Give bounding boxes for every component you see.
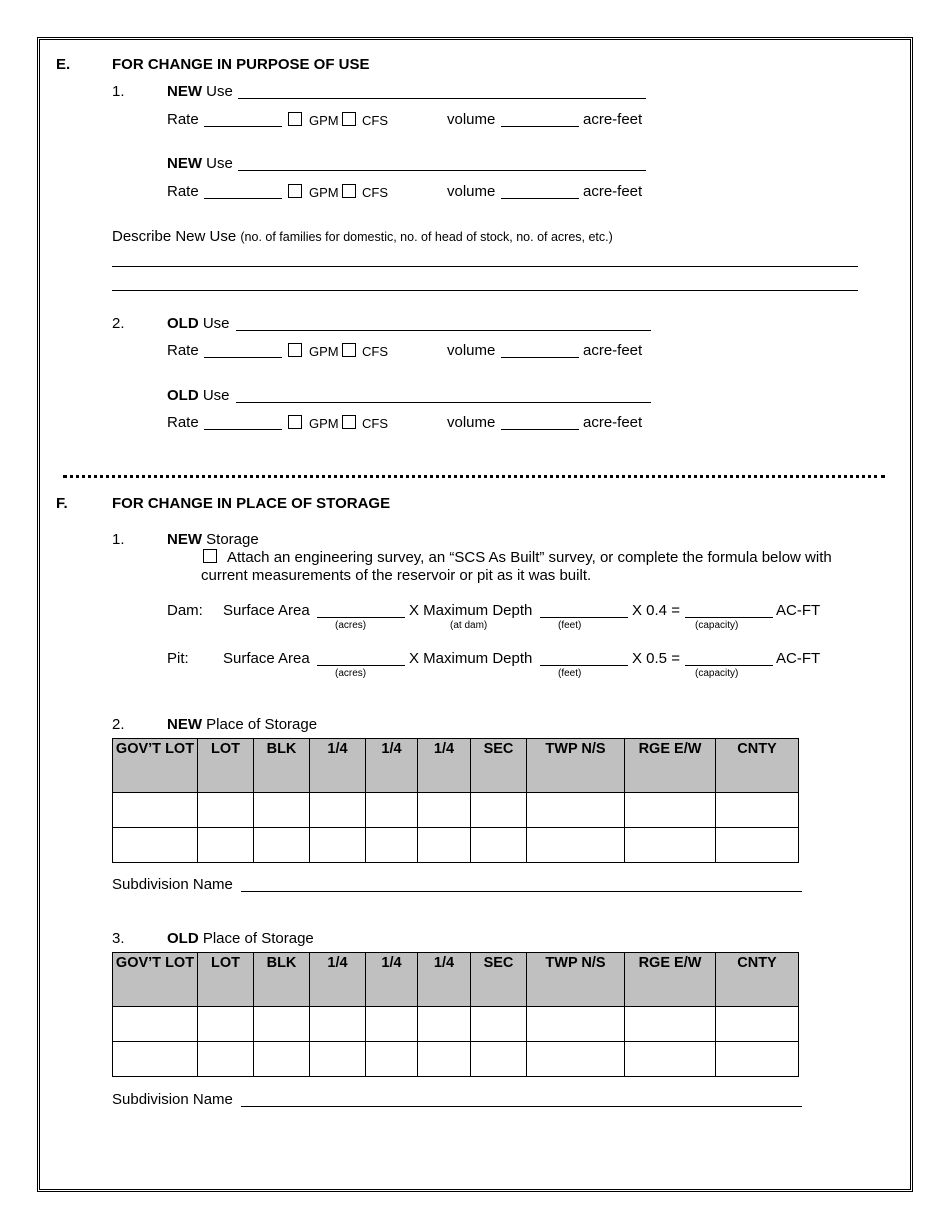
rate-label-1: Rate [167,111,199,128]
describe-field-line-1[interactable] [112,266,858,267]
section-divider [63,475,885,478]
header-sec: SEC [471,739,527,793]
gpm-checkbox-2[interactable] [288,184,302,198]
new-use-field-1[interactable] [238,98,646,99]
item-f2-number: 2. [112,716,125,733]
header-cnty: CNTY [716,953,799,1007]
table-cell[interactable] [716,1007,799,1042]
new-use-label-1: NEW Use [167,83,233,100]
header-blk: BLK [254,953,310,1007]
table-cell[interactable] [716,1042,799,1077]
table-cell[interactable] [113,1007,198,1042]
rate-label-3: Rate [167,342,199,359]
rate-label-4: Rate [167,414,199,431]
table-cell[interactable] [366,828,418,863]
table-cell[interactable] [366,793,418,828]
header-blk: BLK [254,739,310,793]
table-row [113,828,799,863]
gpm-label-2: GPM [309,185,339,200]
header-quarter-1: 1/4 [310,739,366,793]
table-cell[interactable] [471,1007,527,1042]
header-cnty: CNTY [716,739,799,793]
header-quarter-2: 1/4 [366,953,418,1007]
gpm-checkbox-3[interactable] [288,343,302,357]
old-use-label-2: OLD Use [167,387,230,404]
table-cell[interactable] [527,1042,625,1077]
table-cell[interactable] [418,793,471,828]
table-cell[interactable] [254,828,310,863]
acre-feet-label-3: acre-feet [583,342,643,359]
header-quarter-3: 1/4 [418,953,471,1007]
table-cell[interactable] [418,1042,471,1077]
new-storage-label: NEW Storage [167,531,259,548]
cfs-label-2: CFS [362,185,388,200]
cfs-checkbox-2[interactable] [342,184,356,198]
header-rge: RGE E/W [625,953,716,1007]
table-cell[interactable] [310,828,366,863]
cfs-checkbox-3[interactable] [342,343,356,357]
volume-field-3[interactable] [501,357,579,358]
acre-feet-label-2: acre-feet [583,183,643,200]
table-row [113,793,799,828]
table-row [113,1007,799,1042]
table-cell[interactable] [625,1007,716,1042]
rate-field-1[interactable] [204,126,282,127]
dam-label: Dam: [167,602,203,619]
rate-field-4[interactable] [204,429,282,430]
dam-capacity-field[interactable] [685,617,773,618]
dam-acres-note: (acres) [335,620,367,631]
old-use-field-1[interactable] [236,330,651,331]
pit-acft-label: AC-FT [776,650,821,667]
header-sec: SEC [471,953,527,1007]
cfs-label-4: CFS [362,416,388,431]
attach-survey-text-1: Attach an engineering survey, an “SCS As Built” survey, or complete the formula below with [227,549,832,566]
pit-factor-label: X 0.5 = [632,650,680,667]
item-f1-number: 1. [112,531,125,548]
describe-field-line-2[interactable] [112,290,858,291]
dam-acft-label: AC-FT [776,602,821,619]
table-cell[interactable] [198,1007,254,1042]
old-use-field-2[interactable] [236,402,651,403]
old-subdivision-name-field[interactable] [241,1106,802,1107]
table-cell[interactable] [113,1042,198,1077]
table-cell[interactable] [527,793,625,828]
table-cell[interactable] [198,828,254,863]
header-quarter-3: 1/4 [418,739,471,793]
pit-label: Pit: [167,650,189,667]
old-use-label-1: OLD Use [167,315,230,332]
section-e-title: FOR CHANGE IN PURPOSE OF USE [112,56,370,73]
header-quarter-2: 1/4 [366,739,418,793]
volume-label-2: volume [447,183,496,200]
new-use-field-2[interactable] [238,170,646,171]
table-cell[interactable] [198,793,254,828]
volume-field-1[interactable] [501,126,579,127]
header-twp: TWP N/S [527,953,625,1007]
pit-feet-note: (feet) [558,668,582,679]
gpm-checkbox-4[interactable] [288,415,302,429]
acre-feet-label-4: acre-feet [583,414,643,431]
dam-surface-area-label: Surface Area [223,602,310,619]
table-cell[interactable] [716,793,799,828]
gpm-label-3: GPM [309,344,339,359]
rate-field-3[interactable] [204,357,282,358]
item-e2-number: 2. [112,315,125,332]
table-cell[interactable] [310,1007,366,1042]
table-cell[interactable] [310,793,366,828]
cfs-checkbox-4[interactable] [342,415,356,429]
dam-at-dam-note: (at dam) [450,620,488,631]
pit-acres-note: (acres) [335,668,367,679]
table-cell[interactable] [254,793,310,828]
old-place-of-storage-label: OLD Place of Storage [167,930,314,947]
new-subdivision-name-label: Subdivision Name [112,876,233,893]
item-f3-number: 3. [112,930,125,947]
table-cell[interactable] [625,828,716,863]
new-place-of-storage-label: NEW Place of Storage [167,716,318,733]
new-subdivision-name-field[interactable] [241,891,802,892]
table-cell[interactable] [716,828,799,863]
section-e-letter: E. [56,56,71,73]
table-cell[interactable] [625,793,716,828]
table-cell[interactable] [366,1042,418,1077]
rate-label-2: Rate [167,183,199,200]
pit-surface-area-field[interactable] [317,665,405,666]
table-cell[interactable] [418,1007,471,1042]
table-cell[interactable] [418,828,471,863]
gpm-label-4: GPM [309,416,339,431]
section-f-title: FOR CHANGE IN PLACE OF STORAGE [112,495,391,512]
table-cell[interactable] [254,1007,310,1042]
volume-label-1: volume [447,111,496,128]
cfs-label-1: CFS [362,113,388,128]
gpm-label-1: GPM [309,113,339,128]
cfs-label-3: CFS [362,344,388,359]
table-cell[interactable] [310,1042,366,1077]
dam-max-depth-label: X Maximum Depth [409,602,533,619]
header-govt-lot: GOV’T LOT [113,739,198,793]
header-lot: LOT [198,739,254,793]
pit-capacity-note: (capacity) [695,668,739,679]
table-cell[interactable] [527,828,625,863]
table-cell[interactable] [625,1042,716,1077]
old-subdivision-name-label: Subdivision Name [112,1091,233,1108]
new-use-label-2: NEW Use [167,155,233,172]
pit-surface-area-label: Surface Area [223,650,310,667]
old-place-of-storage-table [112,952,799,1077]
dam-max-depth-field[interactable] [540,617,628,618]
table-cell[interactable] [198,1042,254,1077]
table-cell[interactable] [471,1042,527,1077]
pit-capacity-field[interactable] [685,665,773,666]
pit-max-depth-field[interactable] [540,665,628,666]
volume-label-4: volume [447,414,496,431]
table-cell[interactable] [366,1007,418,1042]
describe-new-use-label: Describe New Use (no. of families for domestic, no. of head of stock, no. of acres, etc.) [112,228,613,245]
table-cell[interactable] [113,828,198,863]
volume-field-2[interactable] [501,198,579,199]
item-e1-number: 1. [112,83,125,100]
attach-survey-checkbox[interactable] [203,549,217,563]
header-quarter-1: 1/4 [310,953,366,1007]
dam-factor-label: X 0.4 = [632,602,680,619]
table-cell[interactable] [113,793,198,828]
table-cell[interactable] [471,793,527,828]
dam-surface-area-field[interactable] [317,617,405,618]
table-cell[interactable] [527,1007,625,1042]
gpm-checkbox-1[interactable] [288,112,302,126]
volume-field-4[interactable] [501,429,579,430]
table-row [113,1042,799,1077]
dam-capacity-note: (capacity) [695,620,739,631]
volume-label-3: volume [447,342,496,359]
cfs-checkbox-1[interactable] [342,112,356,126]
dam-feet-note: (feet) [558,620,582,631]
table-cell[interactable] [254,1042,310,1077]
acre-feet-label-1: acre-feet [583,111,643,128]
header-lot: LOT [198,953,254,1007]
section-f-letter: F. [56,495,68,512]
pit-max-depth-label: X Maximum Depth [409,650,533,667]
header-rge: RGE E/W [625,739,716,793]
rate-field-2[interactable] [204,198,282,199]
attach-survey-text-2: current measurements of the reservoir or pit as it was built. [201,567,592,584]
new-place-of-storage-table [112,738,799,863]
table-cell[interactable] [471,828,527,863]
header-govt-lot: GOV’T LOT [113,953,198,1007]
header-twp: TWP N/S [527,739,625,793]
